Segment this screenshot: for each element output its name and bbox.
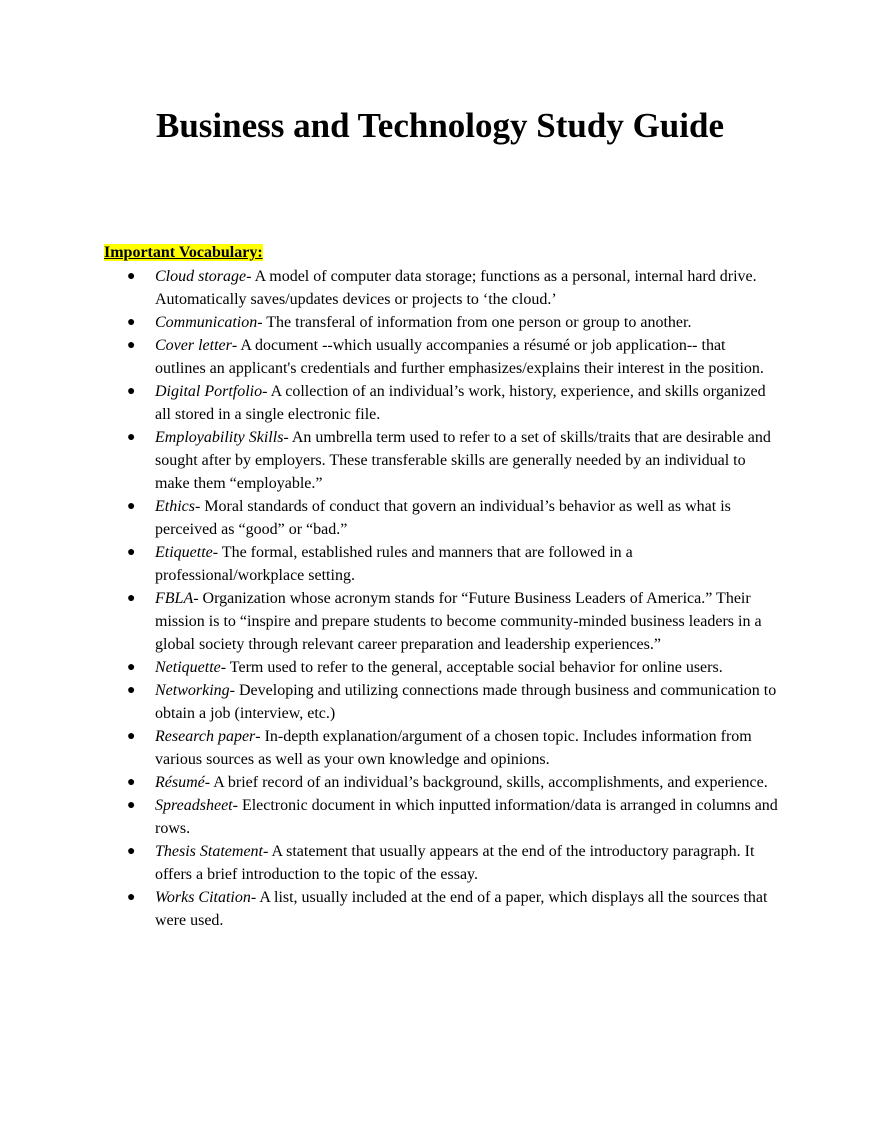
vocabulary-term: Thesis Statement: [155, 843, 263, 860]
vocabulary-term: Spreadsheet: [155, 797, 233, 814]
vocabulary-term: Cloud storage: [155, 268, 247, 285]
bullet-icon: ●: [127, 844, 136, 859]
section-heading-highlight: Important Vocabulary:: [104, 244, 263, 261]
vocabulary-item: [127, 679, 780, 725]
vocabulary-definition: - In-depth explanation/argument of a chosen topic. Includes information from various sources as well as your own knowledge and opinions.: [155, 728, 752, 768]
bullet-icon: ●: [127, 683, 136, 698]
bullet-icon: ●: [127, 499, 136, 514]
vocabulary-definition: - A collection of an individual’s work, history, experience, and skills organized all stored in a single electronic file.: [155, 383, 766, 423]
vocabulary-term: Etiquette: [155, 544, 213, 561]
bullet-icon: ●: [127, 775, 136, 790]
vocabulary-term: Research paper: [155, 728, 256, 745]
vocabulary-term: Digital Portfolio: [155, 383, 263, 400]
vocabulary-term: Ethics: [155, 498, 195, 515]
vocabulary-term: FBLA: [155, 590, 194, 607]
vocabulary-term: Résumé: [155, 774, 205, 791]
bullet-icon: ●: [127, 384, 136, 399]
vocabulary-list: [127, 265, 780, 932]
vocabulary-term: Communication: [155, 314, 258, 331]
vocabulary-definition: - A statement that usually appears at the end of the introductory paragraph. It offers a brief introduction to the topic of the essay.: [155, 843, 755, 883]
vocabulary-definition: - Term used to refer to the general, acceptable social behavior for online users.: [220, 659, 723, 676]
section-heading: [104, 242, 263, 264]
vocabulary-definition: - An umbrella term used to refer to a set of skills/traits that are desirable and sought after by employers. These transferable skills are generally needed by an individual to make them “employable.”: [155, 429, 771, 492]
vocabulary-term: Cover letter: [155, 337, 232, 354]
bullet-icon: ●: [127, 729, 136, 744]
vocabulary-definition: - Developing and utilizing connections made through business and communication to obtain a job (interview, etc.): [155, 682, 777, 722]
vocabulary-definition: - Electronic document in which inputted information/data is arranged in columns and rows.: [155, 797, 778, 837]
vocabulary-term: Works Citation: [155, 889, 251, 906]
bullet-icon: ●: [127, 545, 136, 560]
bullet-icon: ●: [127, 430, 136, 445]
vocabulary-item: [127, 771, 780, 794]
vocabulary-definition: - A list, usually included at the end of a paper, which displays all the sources that were used.: [155, 889, 768, 929]
vocabulary-item: [127, 265, 780, 311]
bullet-icon: ●: [127, 269, 136, 284]
bullet-icon: ●: [127, 890, 136, 905]
vocabulary-item: [127, 886, 780, 932]
vocabulary-item: [127, 426, 780, 495]
document-title: Business and Technology Study Guide: [155, 106, 724, 145]
vocabulary-item: [127, 541, 780, 587]
vocabulary-definition: - The transferal of information from one person or group to another.: [257, 314, 692, 331]
bullet-icon: ●: [127, 338, 136, 353]
vocabulary-term: Netiquette: [155, 659, 221, 676]
bullet-icon: ●: [127, 798, 136, 813]
vocabulary-item: [127, 495, 780, 541]
vocabulary-definition: - A model of computer data storage; functions as a personal, internal hard drive. Automatically saves/updates devices or projects to ‘the cloud.’: [155, 268, 757, 308]
vocabulary-item: [127, 334, 780, 380]
vocabulary-term: Employability Skills: [155, 429, 284, 446]
bullet-icon: ●: [127, 315, 136, 330]
vocabulary-item: [127, 380, 780, 426]
vocabulary-term: Networking: [155, 682, 230, 699]
vocabulary-item: [127, 311, 780, 334]
vocabulary-item: [127, 725, 780, 771]
vocabulary-definition: - Organization whose acronym stands for “Future Business Leaders of America.” Their mission is to “inspire and prepare students to become community-minded business leaders in a global society through relevant career preparation and leadership experiences.”: [155, 590, 762, 653]
vocabulary-item: [127, 656, 780, 679]
vocabulary-definition: - A brief record of an individual’s background, skills, accomplishments, and experience.: [204, 774, 768, 791]
vocabulary-definition: - The formal, established rules and manners that are followed in a professional/workplace setting.: [155, 544, 633, 584]
vocabulary-definition: - Moral standards of conduct that govern an individual’s behavior as well as what is perceived as “good” or “bad.”: [155, 498, 731, 538]
bullet-icon: ●: [127, 660, 136, 675]
vocabulary-item: [127, 840, 780, 886]
vocabulary-item: [127, 587, 780, 656]
vocabulary-definition: - A document --which usually accompanies a résumé or job application-- that outlines an applicant's credentials and further emphasizes/explains their interest in the position.: [155, 337, 764, 377]
bullet-icon: ●: [127, 591, 136, 606]
vocabulary-item: [127, 794, 780, 840]
